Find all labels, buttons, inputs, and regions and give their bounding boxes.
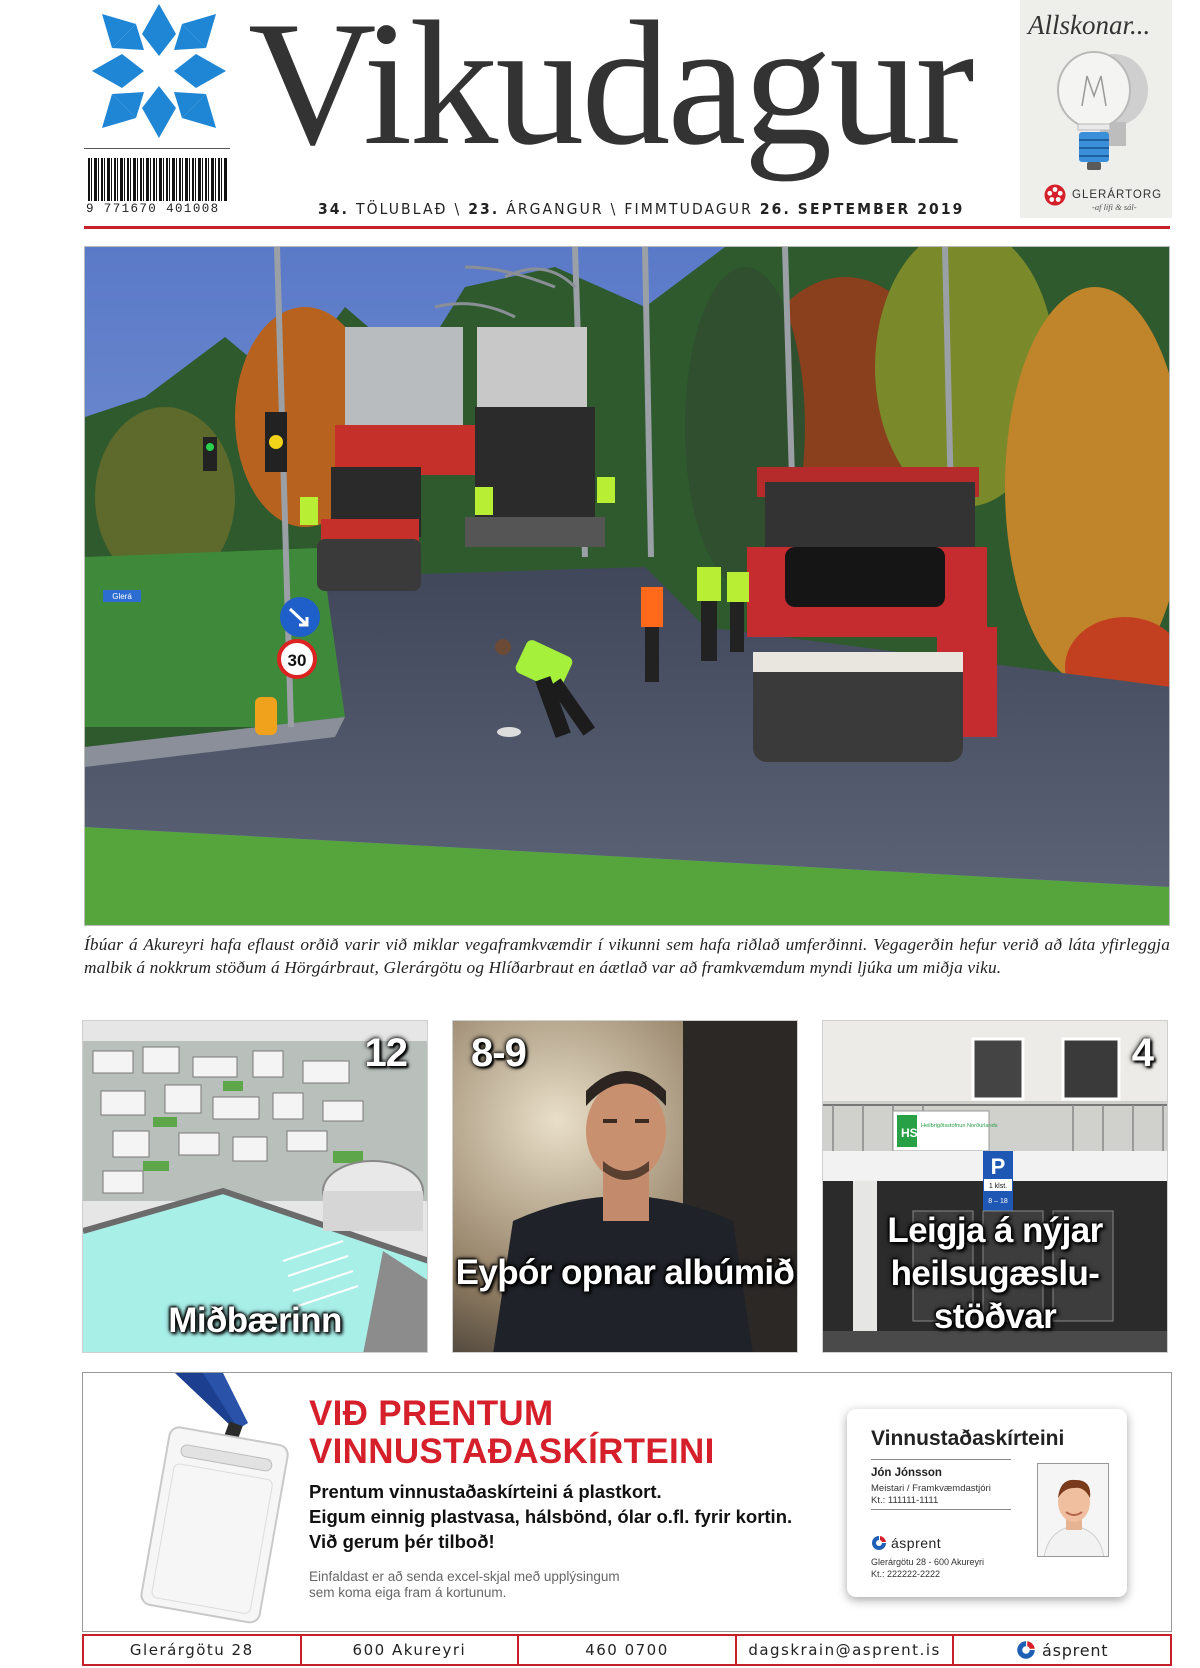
street-sign: Glerá	[112, 592, 132, 601]
card-divider	[871, 1509, 1011, 1510]
logo-divider	[84, 148, 230, 149]
ad-small-print	[309, 1569, 620, 1601]
footer-email[interactable]: dagskrain@asprent.is	[737, 1636, 955, 1664]
teaser-headline: Miðbærinn	[168, 1301, 342, 1340]
parking-time: 1 klst.	[988, 1183, 1008, 1190]
card-role: Meistari / Framkvæmdastjóri	[871, 1483, 991, 1494]
ad-glerartorg[interactable]	[1020, 0, 1172, 218]
asprent-logo-icon	[1016, 1640, 1036, 1660]
sample-id-card	[847, 1409, 1127, 1597]
teaser-page-number: 4	[1131, 1031, 1153, 1075]
road-paving-illustration	[85, 247, 1170, 926]
light-bulb-icon	[1042, 46, 1152, 176]
card-address: Glerárgötu 28 - 600 Akureyri	[871, 1557, 985, 1567]
card-brand-name: ásprent	[891, 1535, 942, 1551]
ad-body-line2: Eigum einnig plastvasa, hálsbönd, ólar o.fl. fyrir kortin.	[309, 1506, 793, 1527]
ad-asprent[interactable]	[82, 1372, 1172, 1632]
teaser-page-number: 12	[364, 1031, 407, 1075]
separator: \	[610, 200, 618, 218]
masthead-rule	[84, 226, 1170, 229]
hero-caption: Íbúar á Akureyri hafa eflaust orðið varir við miklar vegaframkvæmdir í vikunni sem hafa riðlað umferðinni. Vegagerðin hefur verið að láta yfirleggja malbik á nokkrum stöðum á Hörgárbraut, Glerárgötu og Hlíðarbraut en áætlað var að framkvæmdum myndi ljúka um miðja viku.	[84, 935, 1170, 977]
lanyard-card-holder-icon	[83, 1373, 303, 1631]
newspaper-title: Vikudagur	[248, 0, 972, 182]
ad-headline-line1: VIÐ PRENTUM	[309, 1394, 554, 1433]
ad-offer: Við gerum þér tilboð!	[309, 1531, 495, 1552]
issue-number: 34.	[318, 200, 350, 218]
ad-brand-name: GLERÁRTORG	[1072, 189, 1163, 201]
card-kt2: Kt.: 222222-2222	[871, 1569, 941, 1579]
issue-date: 26. SEPTEMBER 2019	[759, 200, 965, 218]
weekday: FIMMTUDAGUR	[624, 200, 753, 218]
hero-photo	[84, 246, 1170, 926]
contact-footer	[82, 1634, 1172, 1666]
footer-address: Glerárgötu 28	[84, 1636, 302, 1664]
footer-brand	[954, 1636, 1170, 1664]
ad-headline	[309, 1395, 715, 1471]
card-kt: Kt.: 111111-1111	[871, 1495, 939, 1506]
footer-brand-name: ásprent	[1041, 1640, 1109, 1660]
volume-label: ÁRGANGUR	[506, 200, 604, 218]
teaser-page-number: 8-9	[471, 1031, 526, 1075]
teaser-headline: Leigja á nýjar heilsugæslu-stöðvar	[887, 1211, 1103, 1336]
barcode-number: 9 771670 401008	[86, 202, 220, 216]
footer-phone[interactable]: 460 0700	[519, 1636, 737, 1664]
footer-postcode: 600 Akureyri	[302, 1636, 520, 1664]
parking-sign: P	[990, 1154, 1006, 1179]
teaser-midbaerinn[interactable]	[82, 1020, 428, 1353]
asprent-logo-icon	[871, 1535, 887, 1551]
speed-sign: 30	[287, 651, 307, 670]
issue-line	[318, 200, 964, 218]
card-brand	[871, 1535, 941, 1551]
ad-title: Allskonar...	[1028, 10, 1151, 40]
card-divider	[871, 1459, 1011, 1460]
vikudagur-logo-icon	[92, 4, 226, 138]
separator: \	[454, 200, 462, 218]
card-photo	[1037, 1463, 1109, 1557]
teaser-heilsugaesla[interactable]	[822, 1020, 1168, 1353]
issue-label: TÖLUBLAÐ	[355, 200, 448, 218]
ad-tagline: -af lífi & sál-	[1092, 202, 1137, 212]
ad-body	[309, 1479, 792, 1529]
card-name: Jón Jónsson	[871, 1467, 942, 1479]
barcode-bars	[88, 158, 228, 201]
ad-body-line1: Prentum vinnustaðaskírteini á plastkort.	[309, 1481, 662, 1502]
teaser-eythor[interactable]	[452, 1020, 798, 1353]
person-avatar	[1038, 1464, 1109, 1557]
barcode	[86, 158, 228, 214]
glerartorg-logo-icon	[1044, 184, 1066, 206]
ad-headline-line2: VINNUSTAÐASKÍRTEINI	[309, 1432, 715, 1471]
hsn-sign: HSN	[901, 1126, 927, 1140]
ad-small-line2: sem koma eiga fram á kortunum.	[309, 1585, 507, 1600]
volume-number: 23.	[468, 200, 500, 218]
card-title: Vinnustaðaskírteini	[871, 1427, 1065, 1450]
teaser-headline: Eyþór opnar albúmið	[455, 1253, 795, 1292]
ad-small-line1: Einfaldast er að senda excel-skjal með upplýsingum	[309, 1569, 620, 1584]
parking-hours: 8 – 18	[988, 1198, 1008, 1205]
hsn-sign-sub: Heilbrigðisstofnun Norðurlands	[921, 1123, 998, 1129]
